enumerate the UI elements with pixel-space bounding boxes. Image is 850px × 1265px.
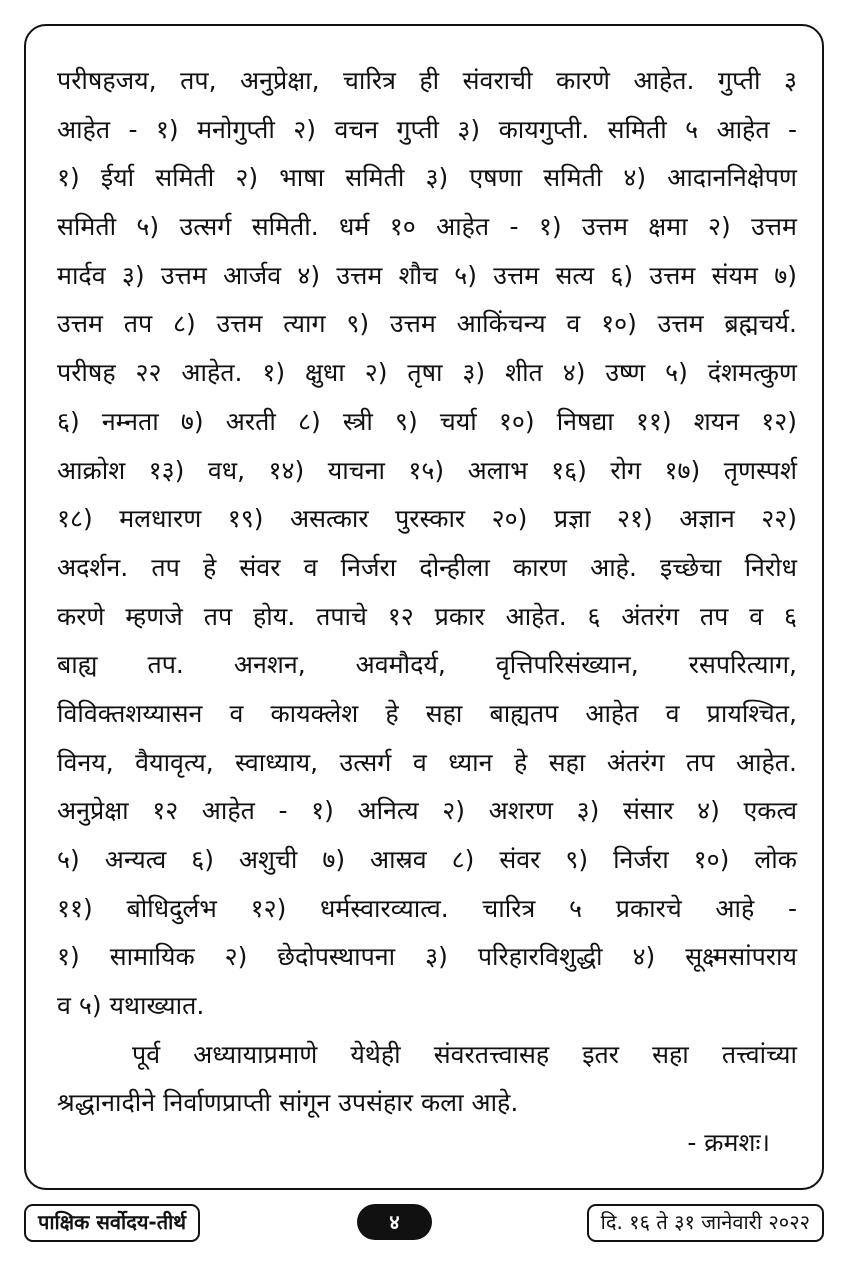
body-line: १) सामायिक २) छेदोपस्थापना ३) परिहारविशुद्धी ४) सूक्ष्मसांपराय [57,942,797,972]
to-be-continued-signoff: - क्रमशः। [687,1128,770,1157]
body-line: व ५) यथाख्यात. [57,991,205,1021]
body-line: विनय, वैयावृत्य, स्वाध्याय, उत्सर्ग व ध्यान हे सहा अंतरंग तप आहेत. [57,747,797,777]
body-line: परीषह २२ आहेत. १) क्षुधा २) तृषा ३) शीत ४) उष्ण ५) दंशमत्कुण [57,358,797,388]
body-line: विविक्तशय्यासन व कायक्लेश हे सहा बाह्यतप आहेत व प्रायश्चित, [57,698,797,728]
body-line: पूर्व अध्यायाप्रमाणे येथेही संवरतत्त्वासह इतर सहा तत्त्वांच्या [132,1039,797,1069]
issue-date-box: दि. १६ ते ३१ जानेवारी २०२२ [587,1204,824,1242]
body-line: उत्तम तप ८) उत्तम त्याग ९) उत्तम आकिंचन्य व १०) उत्तम ब्रह्मचर्य. [57,309,797,339]
body-line: अदर्शन. तप हे संवर व निर्जरा दोन्हीला कारण आहे. इच्छेचा निरोध [57,552,797,582]
body-line: अनुप्रेक्षा १२ आहेत - १) अनित्य २) अशरण ३) संसार ४) एकत्व [57,796,797,826]
body-line: बाह्य तप. अनशन, अवमौदर्य, वृत्तिपरिसंख्यान, रसपरित्याग, [57,650,797,680]
body-line: १) ईर्या समिती २) भाषा समिती ३) एषणा समिती ४) आदाननिक्षेपण [57,163,797,193]
body-line: ६) नम्नता ७) अरती ८) स्त्री ९) चर्या १०) निषद्या ११) शयन १२) [57,406,797,436]
body-line: आक्रोश १३) वध, १४) याचना १५) अलाभ १६) रोग १७) तृणस्पर्श [57,455,797,485]
body-line: करणे म्हणजे तप होय. तपाचे १२ प्रकार आहेत. ६ अंतरंग तप व ६ [57,601,797,631]
publication-name-box: पाक्षिक सर्वोदय-तीर्थ [24,1204,200,1242]
article-body [57,57,797,1128]
body-line: आहेत - १) मनोगुप्ती २) वचन गुप्ती ३) कायगुप्ती. समिती ५ आहेत - [57,114,797,144]
body-line: ५) अन्यत्व ६) अशुची ७) आस्रव ८) संवर ९) निर्जरा १०) लोक [57,845,797,874]
body-line: परीषहजय, तप, अनुप्रेक्षा, चारित्र ही संवराची कारणे आहेत. गुप्ती ३ [57,66,797,95]
body-line: मार्दव ३) उत्तम आर्जव ४) उत्तम शौच ५) उत्तम सत्य ६) उत्तम संयम ७) [57,260,797,290]
page-number-badge: ४ [357,1204,432,1240]
body-line: १८) मलधारण १९) असत्कार पुरस्कार २०) प्रज्ञा २१) अज्ञान २२) [57,504,797,534]
body-line: समिती ५) उत्सर्ग समिती. धर्म १० आहेत - १) उत्तम क्षमा २) उत्तम [57,212,797,242]
body-line: ११) बोधिदुर्लभ १२) धर्मस्वारव्यात्व. चारित्र ५ प्रकारचे आहे - [57,893,797,923]
body-line: श्रद्धानादीने निर्वाणप्राप्ती सांगून उपसंहार कला आहे. [57,1088,519,1118]
